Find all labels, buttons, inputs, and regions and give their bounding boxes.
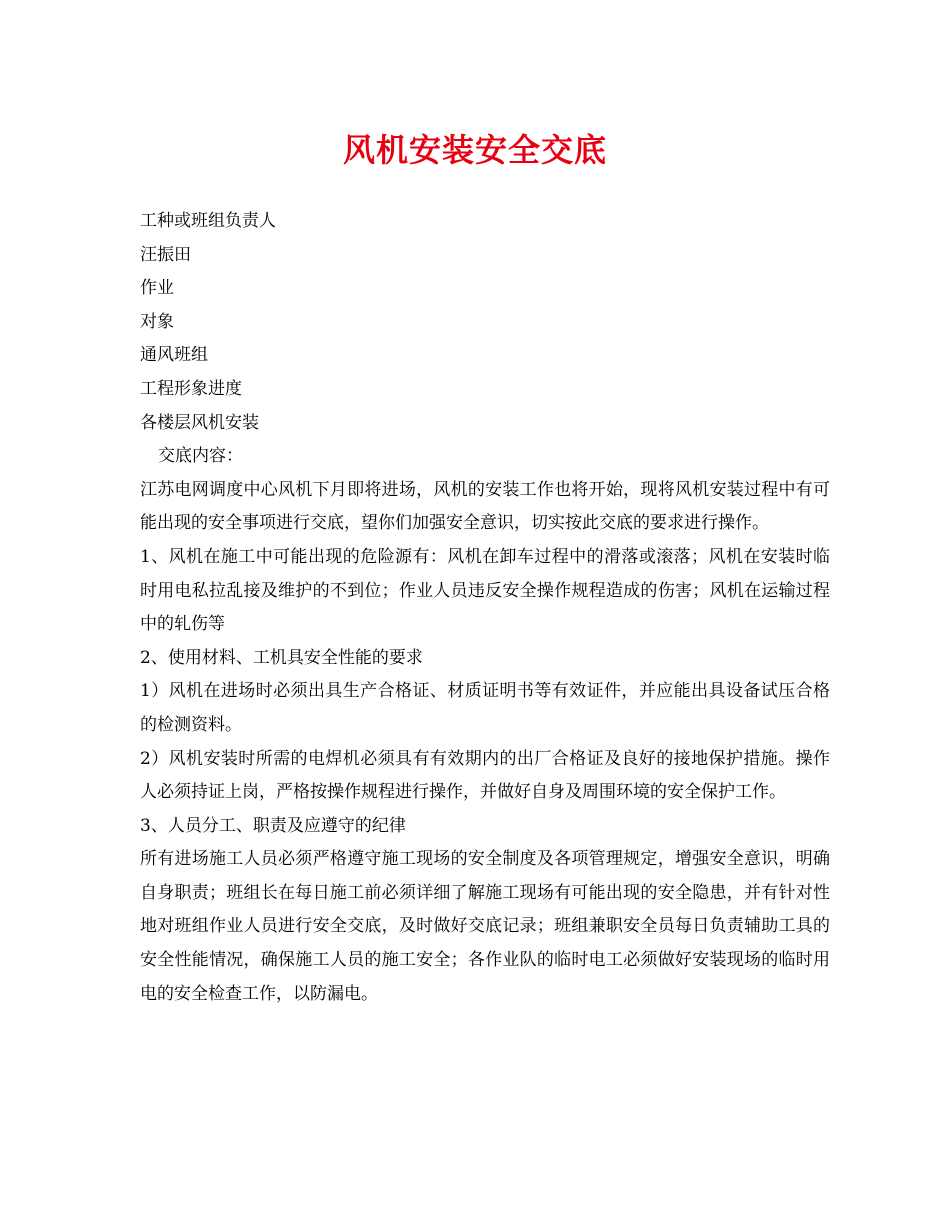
- progress-label: 工程形象进度: [140, 378, 242, 399]
- section2-item2: 2）风机安装时所需的电焊机必须具有有效期内的出厂合格证及良好的接地保护措施。操作人必须持证上岗，严格按操作规程进行操作，并做好自身及周围环境的安全保护工作。: [140, 748, 830, 803]
- work-label-2: 对象: [140, 311, 174, 332]
- document-title: 风机安装安全交底: [342, 131, 607, 169]
- team-leader-label: 工种或班组负责人: [140, 211, 276, 231]
- section2-heading: 2、使用材料、工机具安全性能的要求: [140, 647, 423, 668]
- progress-value: 各楼层风机安装: [140, 412, 259, 433]
- intro-paragraph: 江苏电网调度中心风机下月即将进场，风机的安装工作也将开始，现将风机安装过程中有可能出现的安全事项进行交底，望你们加强安全意识，切实按此交底的要求进行操作。: [140, 479, 830, 534]
- section3-heading: 3、人员分工、职责及应遵守的纪律: [140, 815, 406, 836]
- work-value: 通风班组: [140, 345, 208, 366]
- work-label-1: 作业: [140, 278, 174, 299]
- section2-item1: 1）风机在进场时必须出具生产合格证、材质证明书等有效证件，并应能出具设备试压合格的检测资料。: [140, 681, 830, 735]
- document-body: [140, 205, 830, 1011]
- section3-paragraph: 所有进场施工人员必须严格遵守施工现场的安全制度及各项管理规定，增强安全意识，明确自身职责；班组长在每日施工前必须详细了解施工现场有可能出现的安全隐患，并有针对性地对班组作业人员进行安全交底，及时做好交底记录；班组兼职安全员每日负责辅助工具的安全性能情况，确保施工人员的施工安全；各作业队的临时电工必须做好安装现场的临时用电的安全检查工作，以防漏电。: [140, 849, 830, 1004]
- section1-paragraph: 1、风机在施工中可能出现的危险源有：风机在卸车过程中的滑落或滚落；风机在安装时临时用电私拉乱接及维护的不到位；作业人员违反安全操作规程造成的伤害；风机在运输过程中的轧伤等: [140, 546, 830, 635]
- content-label: 交底内容：: [158, 446, 243, 467]
- team-leader-value: 汪振田: [140, 244, 191, 265]
